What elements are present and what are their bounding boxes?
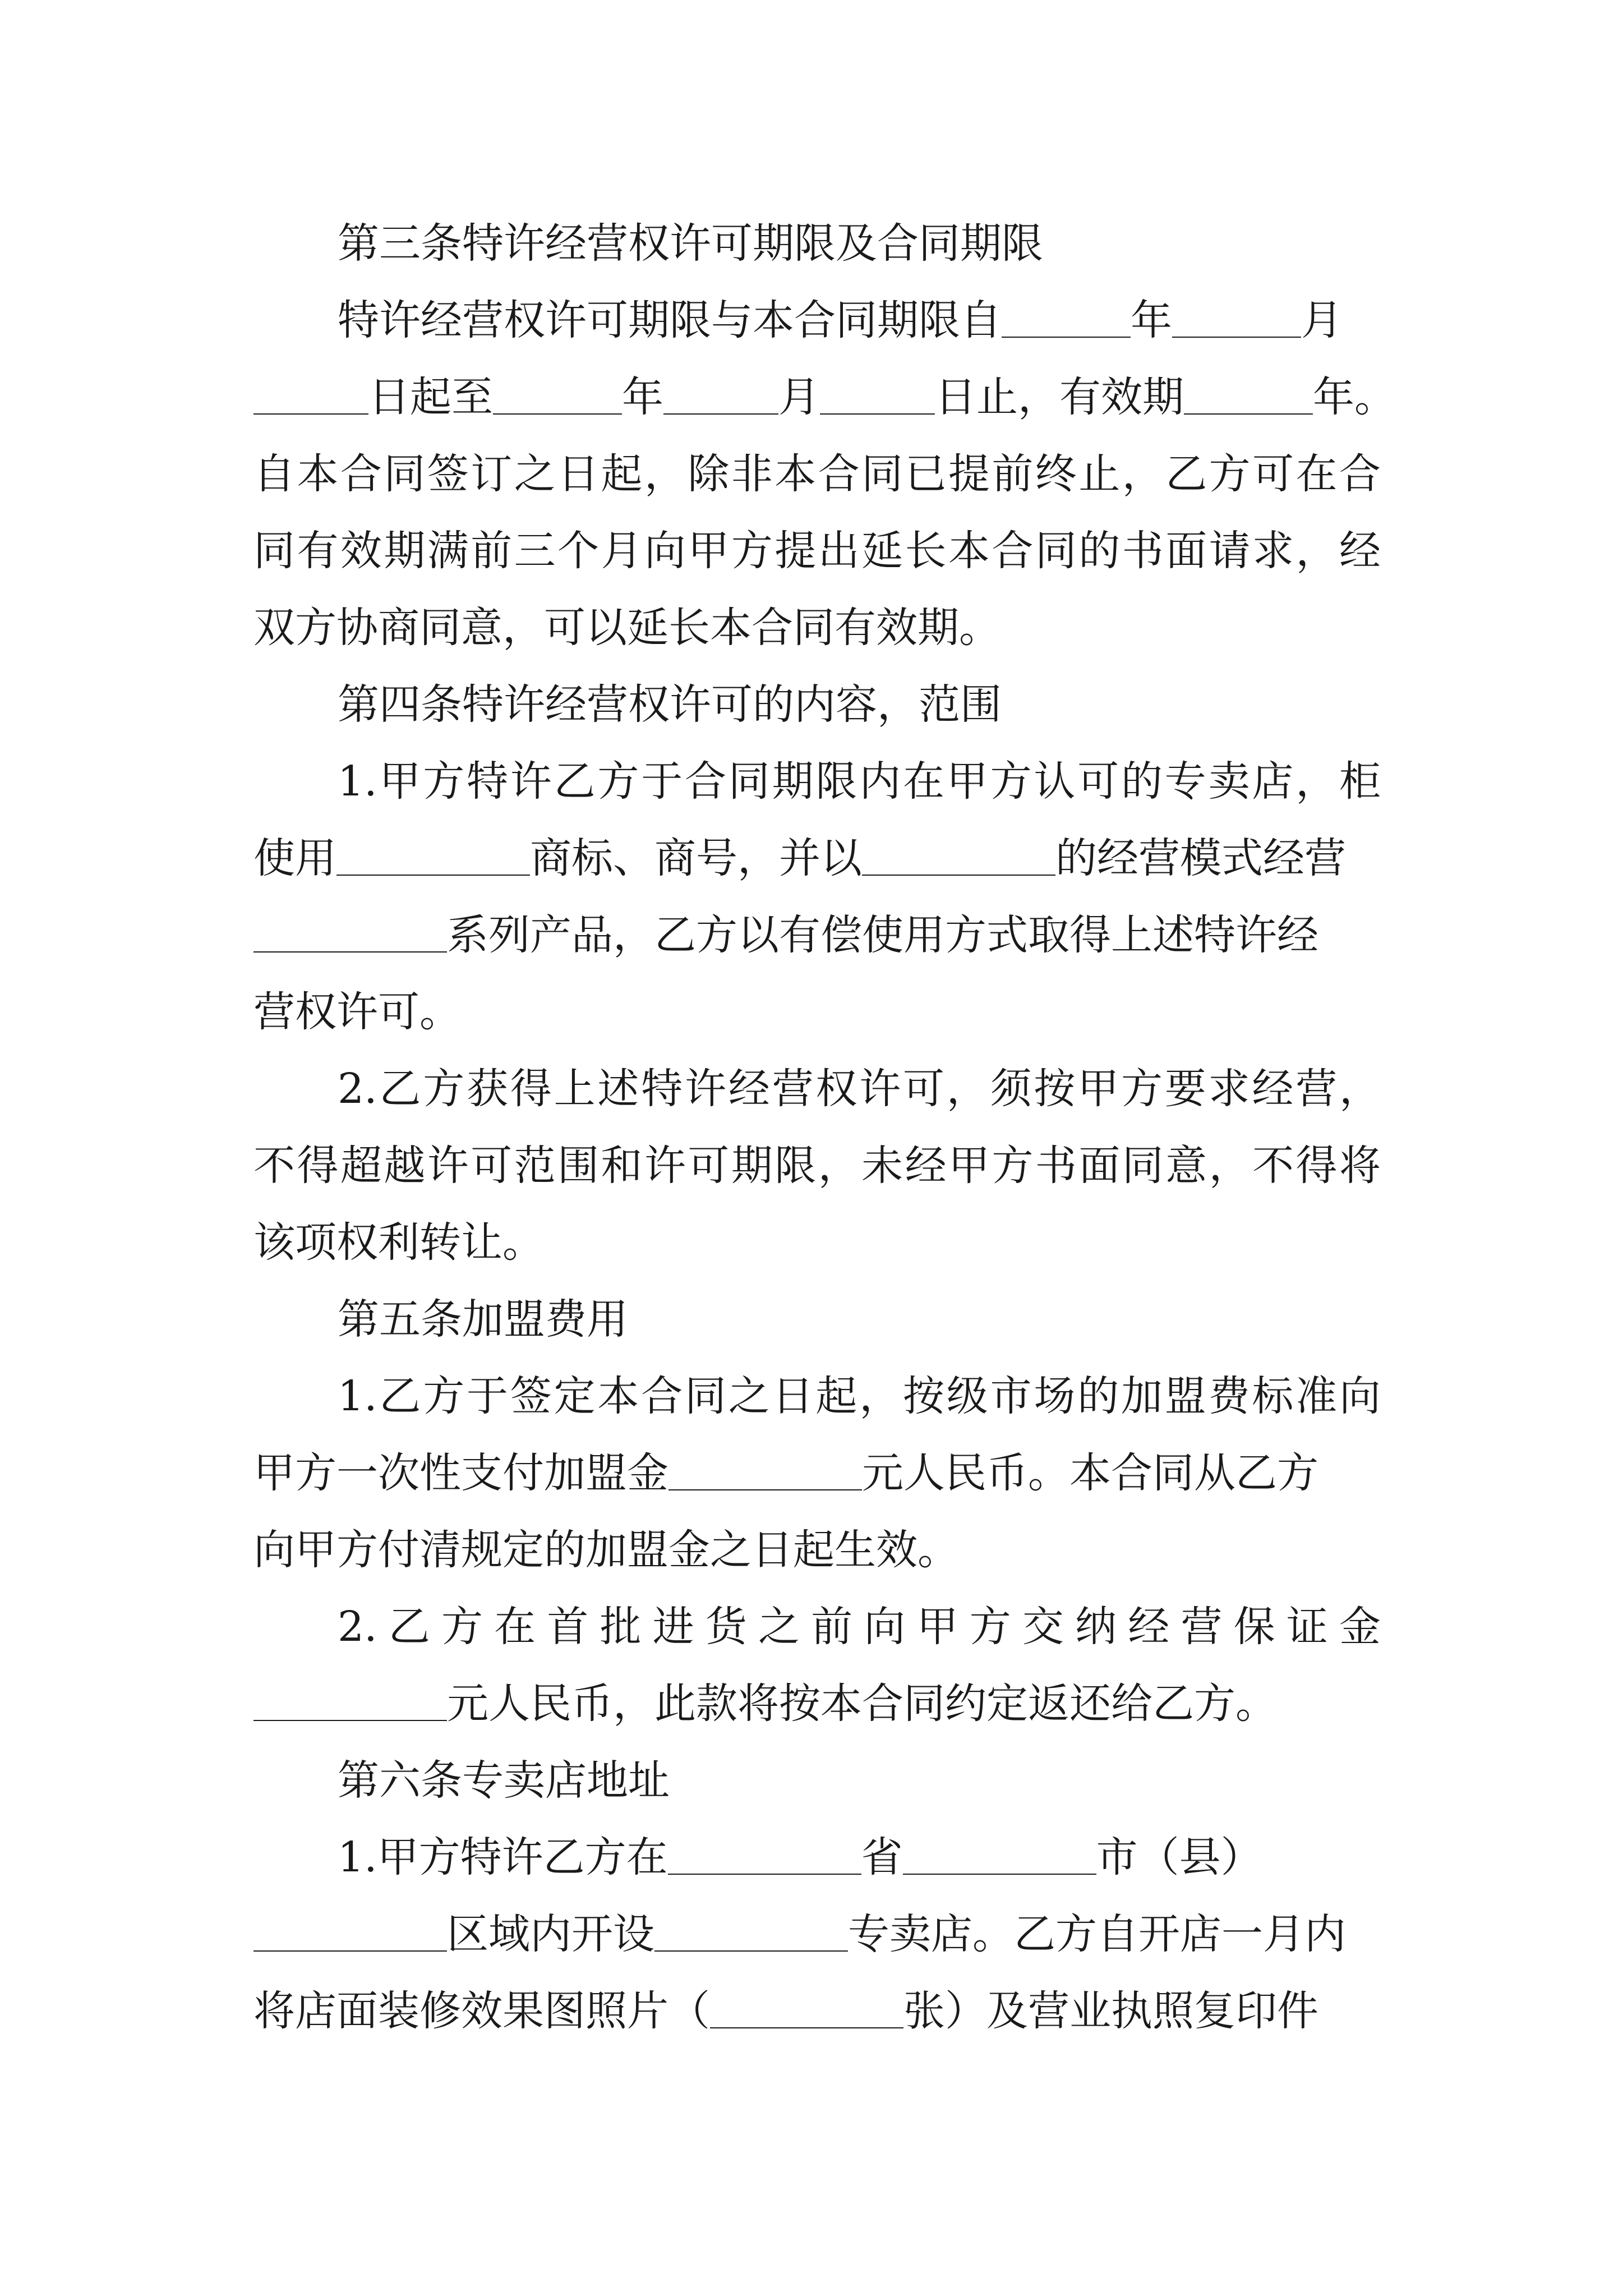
text-fragment: 月 <box>778 373 820 421</box>
blank-day-end <box>820 372 935 415</box>
article3-p1-line1 <box>253 282 1381 359</box>
text-line: 不得超越许可范围和许可期限，未经甲方书面同意，不得将 <box>253 1142 1381 1190</box>
article5-title-text: 第五条加盟费用 <box>338 1295 628 1343</box>
blank-trademark <box>336 833 530 876</box>
blank-product-series <box>253 910 447 953</box>
text-fragment: 商标、商号，并以 <box>530 834 862 882</box>
text-fragment: 甲方一次性支付加盟金 <box>253 1449 668 1497</box>
text-fragment: 系列产品，乙方以有偿使用方式取得上述特许经 <box>447 911 1318 959</box>
text-fragment: 1.甲方特许乙方在 <box>338 1833 668 1881</box>
article6-item1-line3 <box>253 1973 1381 2050</box>
text-fragment: 张）及营业执照复印件 <box>903 1987 1318 2035</box>
text-line: 2.乙方在首批进货之前向甲方交纳经营保证金 <box>338 1603 1381 1651</box>
article4-item1-line1 <box>253 743 1381 820</box>
text-fragment: 年。 <box>1313 373 1396 421</box>
text-fragment: 元人民币，此款将按本合同约定返还给乙方。 <box>447 1680 1277 1728</box>
article6-title <box>253 1742 1381 1819</box>
blank-year-start <box>1002 295 1131 338</box>
article5-item1-line3 <box>253 1512 1381 1589</box>
text-line: 自本合同签订之日起，除非本合同已提前终止，乙方可在合 <box>253 450 1381 498</box>
blank-business-model <box>862 833 1055 876</box>
text-line: 双方协商同意，可以延长本合同有效期。 <box>253 604 1000 652</box>
text-fragment: 年 <box>1131 296 1172 344</box>
text-fragment: 日止，有效期 <box>935 373 1184 421</box>
blank-photo-count <box>710 1986 903 2028</box>
article4-item1-line2 <box>253 820 1381 897</box>
blank-month-end <box>663 372 778 415</box>
text-fragment: 元人民币。本合同从乙方 <box>862 1449 1318 1497</box>
text-line: 同有效期满前三个月向甲方提出延长本合同的书面请求，经 <box>253 527 1381 575</box>
article3-p1-line3 <box>253 436 1381 513</box>
blank-day-start <box>253 372 368 415</box>
text-fragment: 年 <box>622 373 663 421</box>
article3-p1-line4 <box>253 513 1381 590</box>
text-fragment: 日起至 <box>368 373 493 421</box>
article4-item2-line1 <box>253 1051 1381 1128</box>
text-fragment: 的经营模式经营 <box>1055 834 1346 882</box>
article4-item1-line4 <box>253 974 1381 1051</box>
text-fragment: 将店面装修效果图照片（ <box>253 1987 710 2035</box>
article6-title-text: 第六条专卖店地址 <box>338 1756 670 1805</box>
document-page <box>253 205 1396 2050</box>
article5-item1-line2 <box>253 1435 1381 1512</box>
article5-title <box>253 1281 1381 1358</box>
article4-title-text: 第四条特许经营权许可的内容，范围 <box>338 680 1002 729</box>
article4-item2-line3 <box>253 1204 1381 1281</box>
blank-deposit <box>253 1678 447 1721</box>
text-line: 1.乙方于签定本合同之日起，按级市场的加盟费标准向 <box>338 1372 1381 1420</box>
text-line: 营权许可。 <box>253 988 461 1036</box>
article3-p1-line5 <box>253 590 1381 666</box>
article5-item1-line1 <box>253 1358 1381 1435</box>
article3-title-text: 第三条特许经营权许可期限及合同期限 <box>338 219 1043 268</box>
text-fragment: 使用 <box>253 834 336 882</box>
blank-province <box>668 1832 861 1875</box>
article5-item2-line1 <box>253 1589 1381 1665</box>
blank-district <box>253 1909 447 1952</box>
blank-year-end <box>493 372 622 415</box>
text-fragment: 省 <box>861 1833 903 1881</box>
blank-valid-years <box>1184 372 1313 415</box>
text-fragment: 月 <box>1301 296 1343 344</box>
text-fragment: 市（县） <box>1096 1833 1262 1881</box>
blank-franchise-fee <box>668 1448 862 1490</box>
text-fragment: 特许经营权许可期限与本合同期限自 <box>338 296 1002 344</box>
text-line: 2.乙方获得上述特许经营权许可，须按甲方要求经营， <box>338 1065 1381 1113</box>
article6-item1-line1 <box>253 1819 1381 1896</box>
text-fragment: 区域内开设 <box>447 1910 654 1958</box>
blank-month-start <box>1172 295 1301 338</box>
blank-city <box>903 1832 1096 1875</box>
article4-item1-line3 <box>253 897 1381 974</box>
article3-p1-line2 <box>253 359 1396 436</box>
text-line: 向甲方付清规定的加盟金之日起生效。 <box>253 1526 959 1574</box>
text-line: 该项权利转让。 <box>253 1218 544 1267</box>
article5-item2-line2 <box>253 1665 1381 1742</box>
text-line: 1.甲方特许乙方于合同期限内在甲方认可的专卖店，柜 <box>338 757 1381 806</box>
text-fragment: 专卖店。乙方自开店一月内 <box>848 1910 1346 1958</box>
article4-item2-line2 <box>253 1128 1381 1204</box>
article6-item1-line2 <box>253 1896 1381 1973</box>
article4-title <box>253 666 1381 743</box>
blank-store-count <box>654 1909 848 1952</box>
article3-title <box>253 205 1381 282</box>
